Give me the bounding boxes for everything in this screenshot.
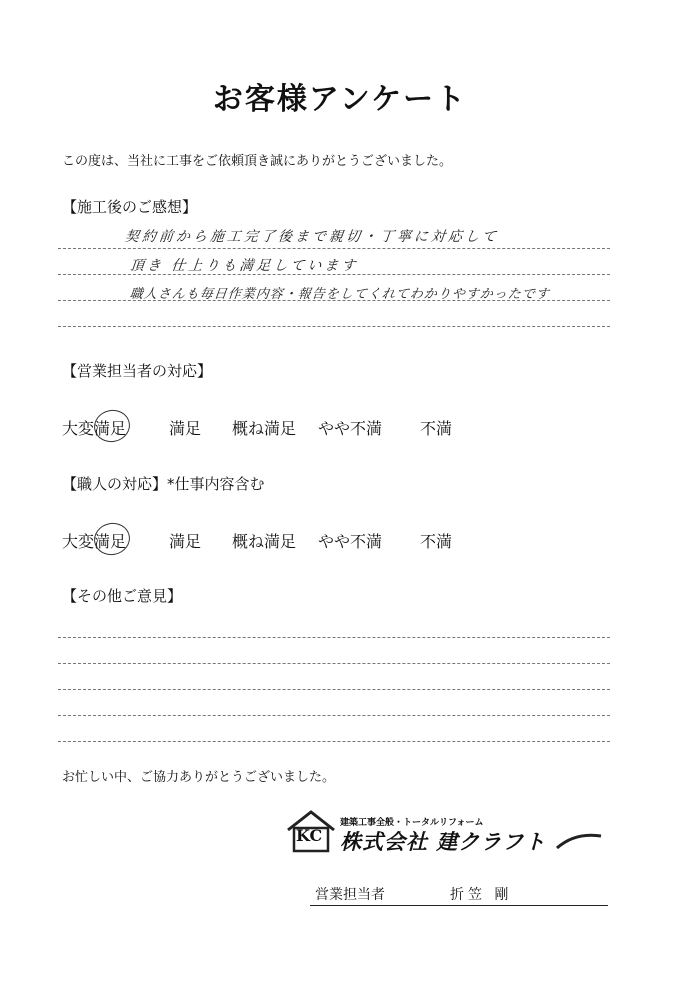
signature-line — [310, 905, 608, 906]
ruled-line — [58, 637, 610, 638]
craftsman-option-mostly-satisfied[interactable]: 概ね満足 — [232, 532, 297, 551]
ruled-line — [58, 663, 610, 664]
intro-text: この度は、当社に工事をご依頼頂き誠にありがとうございました。 — [62, 154, 453, 169]
company-tagline: 建築工事全般・トータルリフォーム — [340, 818, 484, 828]
signature-label: 営業担当者 — [315, 887, 385, 903]
handwritten-line-2: 頂き 仕上りも満足しています — [129, 258, 360, 274]
logo-mark: KC — [296, 826, 323, 845]
sales-option-somewhat-dissatisfied[interactable]: やや不満 — [318, 419, 383, 438]
sales-heading: 【営業担当者の対応】 — [62, 362, 213, 380]
craftsman-option-very-satisfied[interactable]: 大変満足 — [62, 532, 127, 551]
sales-option-very-satisfied[interactable]: 大変満足 — [62, 419, 127, 438]
ruled-line — [58, 715, 610, 716]
impressions-heading: 【施工後のご感想】 — [62, 198, 198, 216]
page-title: お客様アンケート — [212, 82, 468, 117]
handwritten-line-1: 契約前から施工完了後まで親切・丁寧に対応して — [124, 229, 500, 245]
craftsman-option-dissatisfied[interactable]: 不満 — [420, 532, 453, 551]
sales-option-mostly-satisfied[interactable]: 概ね満足 — [232, 419, 297, 438]
ruled-line — [58, 326, 610, 327]
ruled-line — [58, 248, 610, 249]
ruled-line — [58, 689, 610, 690]
craftsman-option-somewhat-dissatisfied[interactable]: やや不満 — [318, 532, 383, 551]
other-heading: 【その他ご意見】 — [62, 587, 183, 605]
craftsman-heading: 【職人の対応】*仕事内容含む — [62, 475, 265, 493]
craftsman-selection-circle — [91, 520, 133, 559]
sales-selection-circle — [91, 407, 133, 446]
sales-option-dissatisfied[interactable]: 不満 — [420, 419, 453, 438]
signature-name: 折笠 剛 — [450, 887, 513, 903]
handwritten-line-3: 職人さんも毎日作業内容・報告をしてくれてわかりやすかったです — [129, 287, 551, 302]
company-name: 株式会社 建クラフト — [340, 830, 547, 854]
logo-swoosh-icon — [555, 830, 603, 852]
craftsman-option-satisfied[interactable]: 満足 — [169, 532, 202, 551]
ruled-line — [58, 741, 610, 742]
closing-text: お忙しい中、ご協力ありがとうございました。 — [62, 770, 336, 785]
sales-option-satisfied[interactable]: 満足 — [169, 419, 202, 438]
